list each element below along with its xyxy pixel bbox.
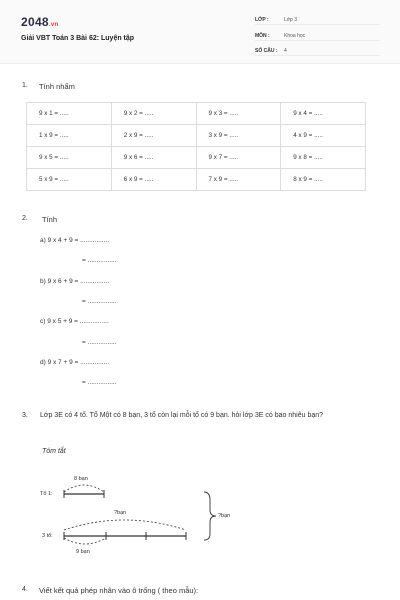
section-2-number: 2. bbox=[22, 215, 28, 222]
total-brace bbox=[64, 520, 186, 530]
summary-label: Tóm tắt bbox=[42, 448, 66, 455]
nine-brace bbox=[64, 538, 106, 544]
section-3-number: 3. bbox=[22, 412, 28, 419]
meta-row-question-count bbox=[255, 45, 380, 56]
curly-brace bbox=[204, 492, 216, 540]
table-cell: 9 x 5 = ..... bbox=[27, 147, 112, 169]
section-1-title: Tính nhẩm bbox=[39, 82, 75, 91]
meta-row-subject bbox=[255, 30, 380, 41]
table-cell: 3 x 9 = ..... bbox=[196, 125, 281, 147]
meta-key: SỐ CÂU : bbox=[255, 48, 278, 54]
table-row bbox=[27, 103, 366, 125]
table-cell: 5 x 9 = ..... bbox=[27, 169, 112, 191]
table-cell: 9 x 4 = ..... bbox=[281, 103, 366, 125]
table-cell: 4 x 9 = ..... bbox=[281, 125, 366, 147]
meta-row-class bbox=[255, 14, 380, 25]
result-a: = ................ bbox=[82, 257, 117, 264]
table-cell: 9 x 8 = ..... bbox=[281, 147, 366, 169]
group1-brace bbox=[64, 485, 104, 492]
section-1-number: 1. bbox=[22, 82, 28, 89]
table-row bbox=[27, 125, 366, 147]
section-4-number: 4. bbox=[22, 586, 28, 593]
expression-b: b) 9 x 6 + 9 = ................ bbox=[40, 278, 110, 285]
worksheet-header bbox=[0, 0, 400, 64]
logo-text: 2048 bbox=[21, 15, 49, 29]
table-cell: 9 x 2 = ..... bbox=[111, 103, 196, 125]
label-question-inner: ?bạn bbox=[114, 510, 127, 516]
table-cell: 9 x 3 = ..... bbox=[196, 103, 281, 125]
section-3-problem: Lớp 3E có 4 tổ. Tổ Một có 8 bạn, 3 tổ còn lại mỗi tổ có 9 bạn. hỏi lớp 3E có bao nhiêu bạn? bbox=[40, 412, 324, 419]
label-9-ban: 9 bạn bbox=[76, 549, 90, 555]
result-c: = ................ bbox=[82, 339, 117, 346]
meta-value: 4 bbox=[284, 48, 287, 54]
expression-c: c) 9 x 5 + 9 = ................ bbox=[40, 318, 109, 325]
meta-value: Lớp 3 bbox=[284, 17, 298, 23]
meta-key: MÔN : bbox=[255, 33, 270, 39]
table-cell: 9 x 1 = ..... bbox=[27, 103, 112, 125]
table-cell: 9 x 7 = ..... bbox=[196, 147, 281, 169]
table-cell: 7 x 9 = ..... bbox=[196, 169, 281, 191]
section-2-title: Tính bbox=[42, 215, 58, 224]
logo-domain: .vn bbox=[48, 22, 59, 28]
table-cell: 1 x 9 = ..... bbox=[27, 125, 112, 147]
table-row bbox=[27, 147, 366, 169]
table-row bbox=[27, 169, 366, 191]
expression-d: d) 9 x 7 + 9 = ................ bbox=[40, 359, 110, 366]
label-group-1: Tổ 1: bbox=[40, 491, 53, 497]
meta-value: Khoa học bbox=[284, 33, 306, 39]
section-4-title: Viết kết quả phép nhân vào ô trống ( theo mẫu): bbox=[39, 586, 199, 595]
line-segment-diagram bbox=[0, 470, 400, 562]
site-logo[interactable] bbox=[21, 15, 58, 29]
table-cell: 8 x 9 = ..... bbox=[281, 169, 366, 191]
table-cell: 6 x 9 = ..... bbox=[111, 169, 196, 191]
label-question-total: ?bạn bbox=[218, 513, 231, 519]
result-b: = ................ bbox=[82, 298, 117, 305]
result-d: = ................ bbox=[82, 379, 117, 386]
table-cell: 2 x 9 = ..... bbox=[111, 125, 196, 147]
label-3-groups: 3 tổ: bbox=[42, 533, 53, 539]
document-title: Giải VBT Toán 3 Bài 62: Luyện tập bbox=[21, 35, 135, 42]
multiplication-table bbox=[26, 102, 366, 191]
table-cell: 9 x 6 = ..... bbox=[111, 147, 196, 169]
meta-key: LỚP : bbox=[255, 17, 269, 23]
label-8-ban: 8 bạn bbox=[74, 476, 88, 482]
expression-a: a) 9 x 4 + 9 = ................ bbox=[40, 237, 110, 244]
